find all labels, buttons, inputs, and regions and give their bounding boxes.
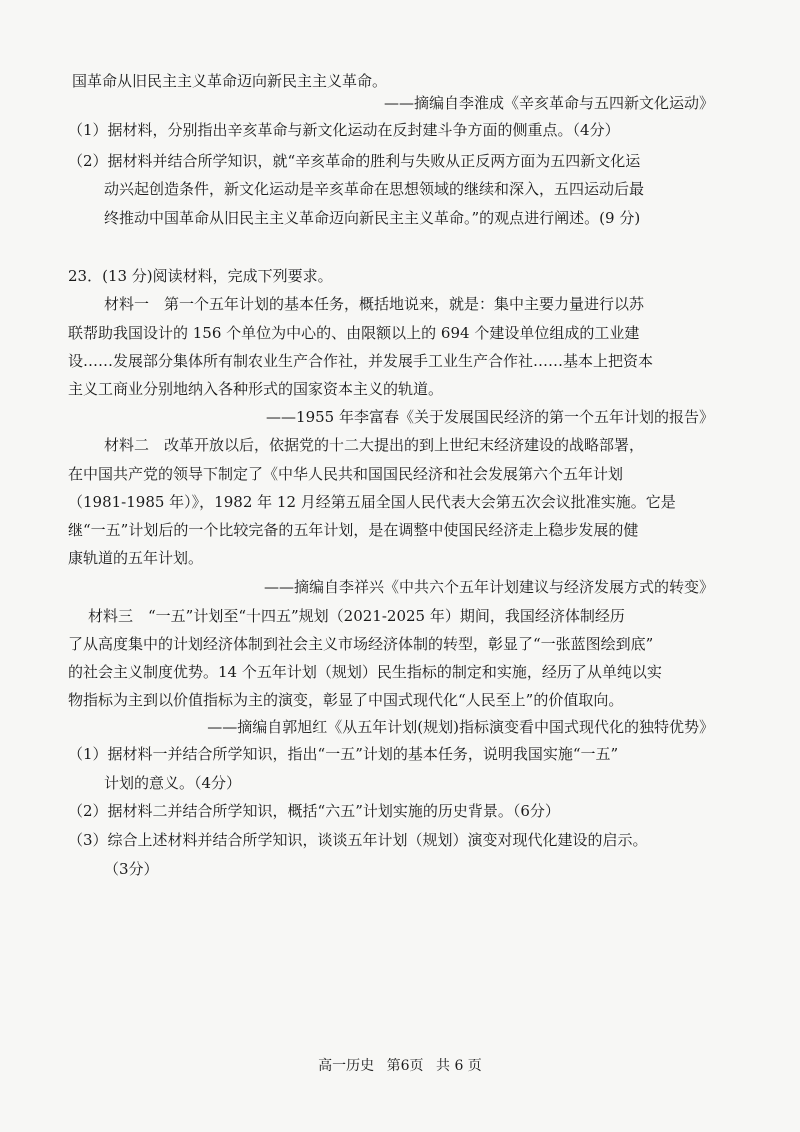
material-2-line-2: 在中国共产党的领导下制定了《中华人民共和国国民经济和社会发展第六个五年计划 [68, 465, 624, 483]
question-23-3-line-2: （3分） [104, 860, 159, 878]
material-1-line-1: 材料一 第一个五年计划的基本任务，概括地说来，就是：集中主要力量进行以苏 [104, 295, 645, 313]
question-23-1-line-2: 计划的意义。（4分） [104, 774, 242, 792]
question-23-3-line-1: （3）综合上述材料并结合所学知识，谈谈五年计划（规划）演变对现代化建设的启示。 [68, 831, 648, 849]
material-continuation: 国革命从旧民主主义革命迈向新民主主义革命。 [72, 72, 388, 90]
material-source: ——摘编自李淮成《辛亥革命与五四新文化运动》 [383, 94, 714, 112]
material-2-line-3: （1981-1985 年）》，1982 年 12 月经第五届全国人民代表大会第五次会议批准实施。它是 [68, 493, 676, 511]
question-2-line-2: 动兴起创造条件，新文化运动是辛亥革命在思想领域的继续和深入，五四运动后最 [104, 180, 645, 198]
material-2-line-4: 继“一五”计划后的一个比较完备的五年计划，是在调整中使国民经济走上稳步发展的健 [68, 521, 639, 539]
footer-page-number: 第6页 [386, 1058, 424, 1074]
question-23-1-line-1: （1）据材料一并结合所学知识，指出“一五”计划的基本任务，说明我国实施“一五” [68, 745, 619, 763]
material-3-line-1: 材料三 “一五”计划至“十四五”规划（2021-2025 年）期间，我国经济体制经历 [88, 607, 625, 625]
material-1-line-3: 设……发展部分集体所有制农业生产合作社，并发展手工业生产合作社……基本上把资本 [68, 352, 654, 370]
question-2-line-3: 终推动中国革命从旧民主主义革命迈向新民主主义革命。”的观点进行阐述。(9 分) [104, 209, 641, 227]
material-3-line-4: 物指标为主到以价值指标为主的演变，彰显了中国式现代化“人民至上”的价值取向。 [68, 691, 624, 709]
material-3-line-2: 了从高度集中的计划经济体制到社会主义市场经济体制的转型，彰显了“一张蓝图绘到底” [68, 635, 654, 653]
material-3-source: ——摘编自郭旭红《从五年计划(规划)指标演变看中国式现代化的独特优势》 [207, 718, 714, 736]
question-23-header: 23．(13 分)阅读材料，完成下列要求。 [68, 267, 333, 285]
material-1-source: ——1955 年李富春《关于发展国民经济的第一个五年计划的报告》 [266, 408, 714, 426]
material-1-line-2: 联帮助我国设计的 156 个单位为中心的、由限额以上的 694 个建设单位组成的工业建 [68, 324, 640, 342]
page-footer [0, 1055, 800, 1075]
material-2-line-5: 康轨道的五年计划。 [68, 549, 204, 567]
footer-total-pages: 共 6 页 [436, 1058, 482, 1074]
question-2-line-1: （2）据材料并结合所学知识，就“辛亥革命的胜利与失败从正反两方面为五四新文化运 [68, 152, 641, 170]
question-1: （1）据材料，分别指出辛亥革命与新文化运动在反封建斗争方面的侧重点。（4分） [68, 121, 620, 139]
question-23-2: （2）据材料二并结合所学知识，概括“六五”计划实施的历史背景。（6分） [68, 802, 560, 820]
material-2-line-1: 材料二 改革开放以后，依据党的十二大提出的到上世纪末经济建设的战略部署， [104, 436, 645, 454]
material-1-line-4: 主义工商业分别地纳入各种形式的国家资本主义的轨道。 [68, 380, 444, 398]
footer-subject: 高一历史 [318, 1058, 375, 1074]
material-3-line-3: 的社会主义制度优势。14 个五年计划（规划）民生指标的制定和实施，经历了从单纯以实 [68, 663, 662, 681]
material-2-source: ——摘编自李祥兴《中共六个五年计划建议与经济发展方式的转变》 [263, 578, 714, 596]
